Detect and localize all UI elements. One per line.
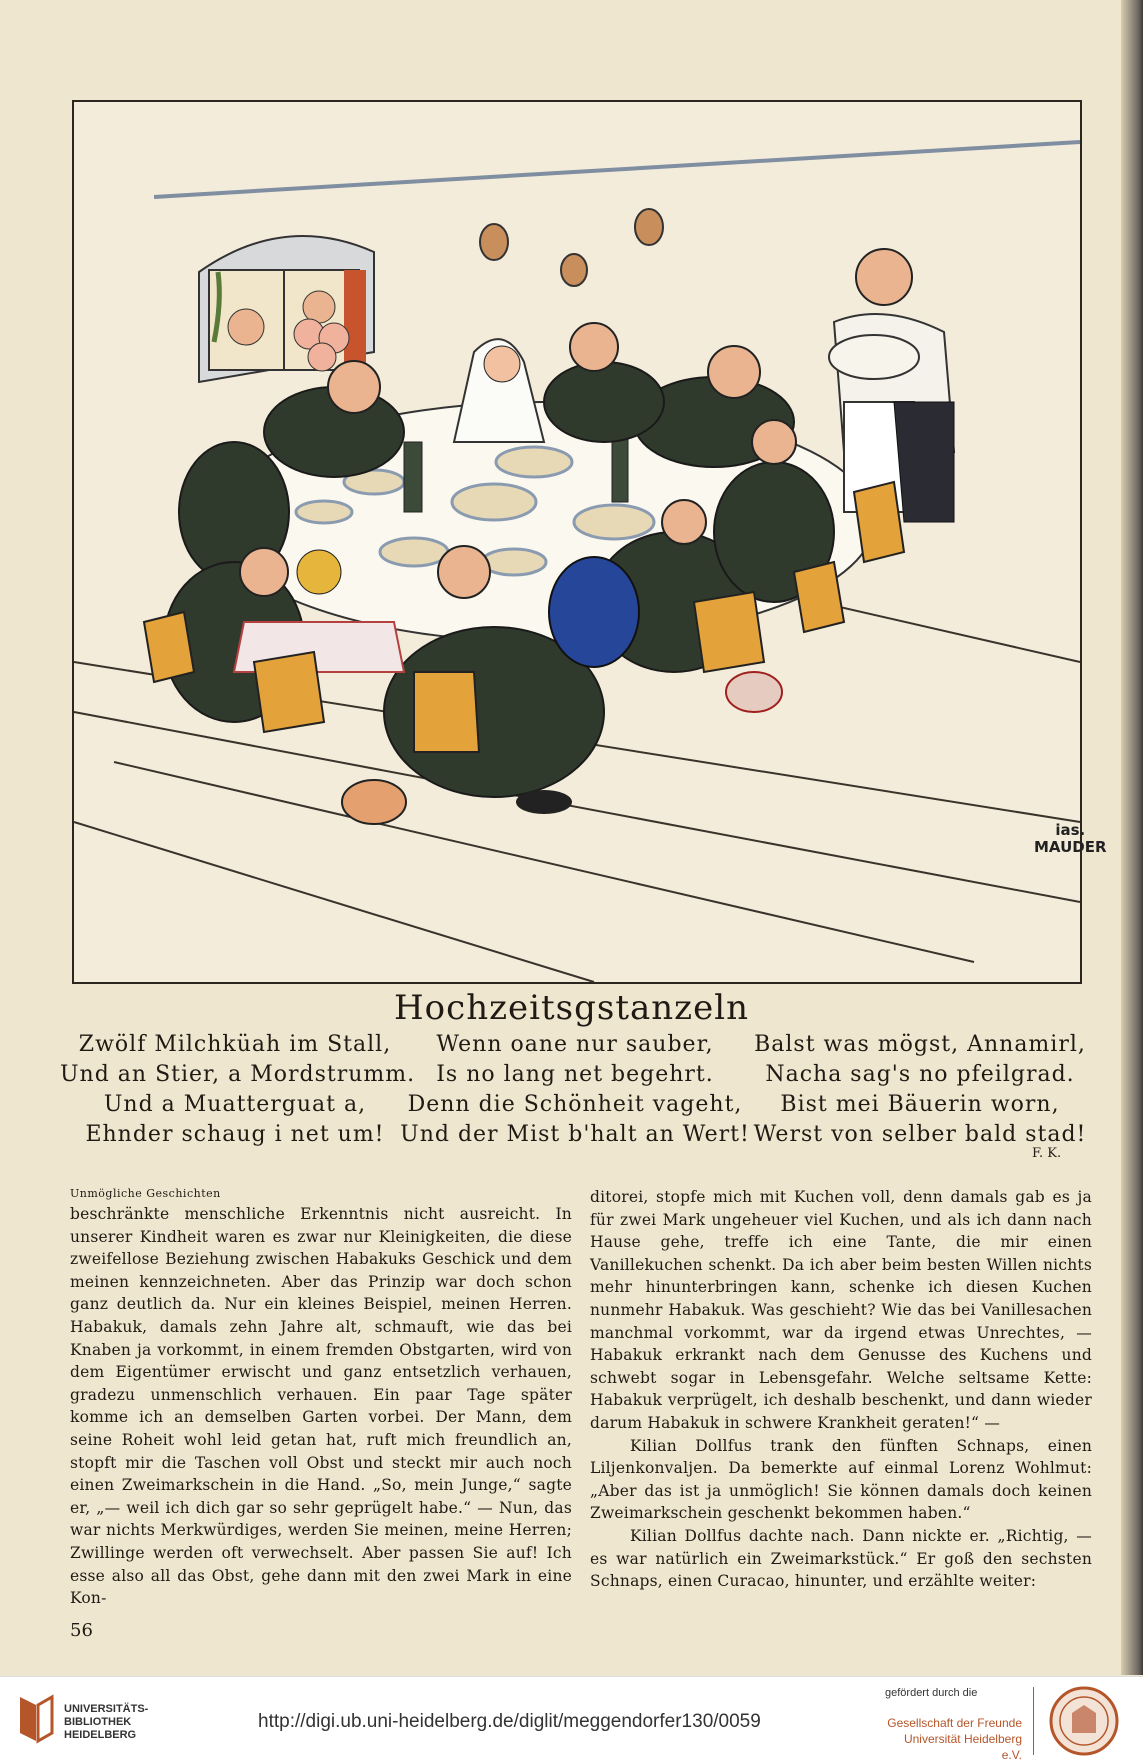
stanza-2 bbox=[400, 1030, 750, 1150]
footer-divider bbox=[1033, 1687, 1034, 1755]
page-edge-shadow bbox=[1121, 0, 1143, 1675]
library-logo-icon bbox=[16, 1693, 56, 1745]
article-column-right bbox=[590, 1186, 1092, 1593]
stanza-line: Und an Stier, a Mordstrumm. bbox=[60, 1062, 416, 1087]
paragraph: Kilian Dollfus trank den fünften Schnaps, einen Liljenkonvaljen. Da bemerkte auf einmal Lorenz Wohlmut: „Aber das ist ja unmöglich! Sie können damals doch keinen Zweimarkschein geschenkt bekommen haben.“ bbox=[590, 1436, 1092, 1523]
society-name-line: Gesellschaft der Freunde bbox=[887, 1716, 1022, 1730]
paragraph: beschränkte menschliche Erkenntnis nicht ausreicht. In unserer Kindheit waren es zwar nur Kleinigkeiten, die diese zweifellose Beziehung zwischen Habakuks Geschick und dem meinen kennzeichneten. Aber das Prinzip war doch schon ganz deutlich da. Nur ein kleines Beispiel, meinen Herren. Habakuk, damals zehn Jahre alt, schmauft, wie das bei Knaben ja vorkommt, in einem fremden Obstgarten, wird von dem Eigentümer erwischt und ganz entsetzlich verhauen, gradezu unmenschlich verhauen. Ein paar Tage später komme ich an demselben Garten vorbei. Der Mann, dem seine Roheit wohl leid getan hat, ruft mich freundlich an, stopft mir die Taschen voll Obst und steckt mir auch noch einen Zweimarkschein in die Hand. „So, mein Junge,“ sagte er, „— weil ich dich gar so sehr geprügelt habe.“ — Nun, das war nichts Merkwürdiges, werden Sie meinen, meine Herren; Zwillinge werden oft verwechselt. Aber passen Sie auf! Ich esse also all das Obst, gehe dann mit den zwei Mark in eine Kon- bbox=[70, 1205, 572, 1608]
permalink-url[interactable]: http://digi.ub.uni-heidelberg.de/diglit/meggendorfer130/0059 bbox=[258, 1711, 761, 1732]
window bbox=[199, 236, 374, 382]
digitization-footer bbox=[0, 1676, 1143, 1764]
stanza-line: Und der Mist b'halt an Wert! bbox=[400, 1122, 750, 1147]
library-name-line: UNIVERSITÄTS- bbox=[64, 1703, 149, 1715]
university-seal-icon bbox=[1048, 1685, 1120, 1757]
stanza-line: Werst von selber bald stad! bbox=[753, 1122, 1087, 1147]
signature-line-1: ias. bbox=[1055, 821, 1086, 839]
signature-line-2: MAUDER bbox=[1034, 837, 1107, 856]
stanza-line: Bist mei Bäuerin worn, bbox=[780, 1092, 1060, 1117]
paragraph: ditorei, stopfe mich mit Kuchen voll, denn damals gab es ja für zwei Mark ungeheuer viel Kuchen, und als ich dann nach Hause gehe, treffe ich eine Tante, die mir einen Vanillekuchen schenkt. Da ich aber beim besten Willen nichts mehr hinunterbringen kann, schenke ich diesen Kuchen nunmehr Habakuk. Was geschieht? Wie das bei Vanillesachen manchmal vorkommt, war da irgend etwas Unrechtes, — Habakuk erkrankt nach dem Genusse des Kuchens und schwebt sogar in Lebensgefahr. Welche seltsame Kette: Habakuk verprügelt, ich deshalb beschenkt, und dann wieder darum Habakuk in schwere Krankheit geraten!“ — bbox=[590, 1188, 1092, 1432]
stanza-line: Denn die Schönheit vageht, bbox=[407, 1092, 743, 1117]
artist-signature bbox=[1034, 822, 1107, 855]
wedding-feast-illustration bbox=[72, 100, 1107, 984]
society-name-line: Universität Heidelberg e.V. bbox=[903, 1732, 1022, 1762]
stanza-3 bbox=[745, 1030, 1095, 1150]
stanza-line: Is no lang net begehrt. bbox=[436, 1062, 714, 1087]
article-column-left bbox=[70, 1203, 572, 1610]
stanza-line: Ehnder schaug i net um! bbox=[85, 1122, 385, 1147]
society-name bbox=[882, 1715, 1022, 1763]
stanza-line: Zwölf Milchküah im Stall, bbox=[78, 1032, 392, 1057]
funded-by-label: gefördert durch die bbox=[885, 1687, 978, 1699]
paragraph: Kilian Dollfus dachte nach. Dann nickte er. „Richtig, — es war natürlich ein Zweimarkstück.“ Er goß den sechsten Schnaps, einen Curacao, hinunter, und erzählte weiter: bbox=[590, 1526, 1092, 1591]
stanza-line: Wenn oane nur sauber, bbox=[436, 1032, 714, 1057]
page-number: 56 bbox=[70, 1620, 93, 1641]
running-head: Unmögliche Geschichten bbox=[70, 1187, 221, 1200]
library-name bbox=[64, 1703, 148, 1742]
stanza-line: Und a Muatterguat a, bbox=[103, 1092, 367, 1117]
poem-title: Hochzeitsgstanzeln bbox=[394, 988, 749, 1028]
stanza-1 bbox=[60, 1030, 416, 1150]
library-name-line: HEIDELBERG bbox=[64, 1729, 137, 1741]
poem-author-initials: F. K. bbox=[1032, 1146, 1062, 1161]
stanza-line: Balst was mögst, Annamirl, bbox=[754, 1032, 1086, 1057]
library-name-line: BIBLIOTHEK bbox=[64, 1716, 132, 1728]
stanza-line: Nacha sag's no pfeilgrad. bbox=[765, 1062, 1075, 1087]
